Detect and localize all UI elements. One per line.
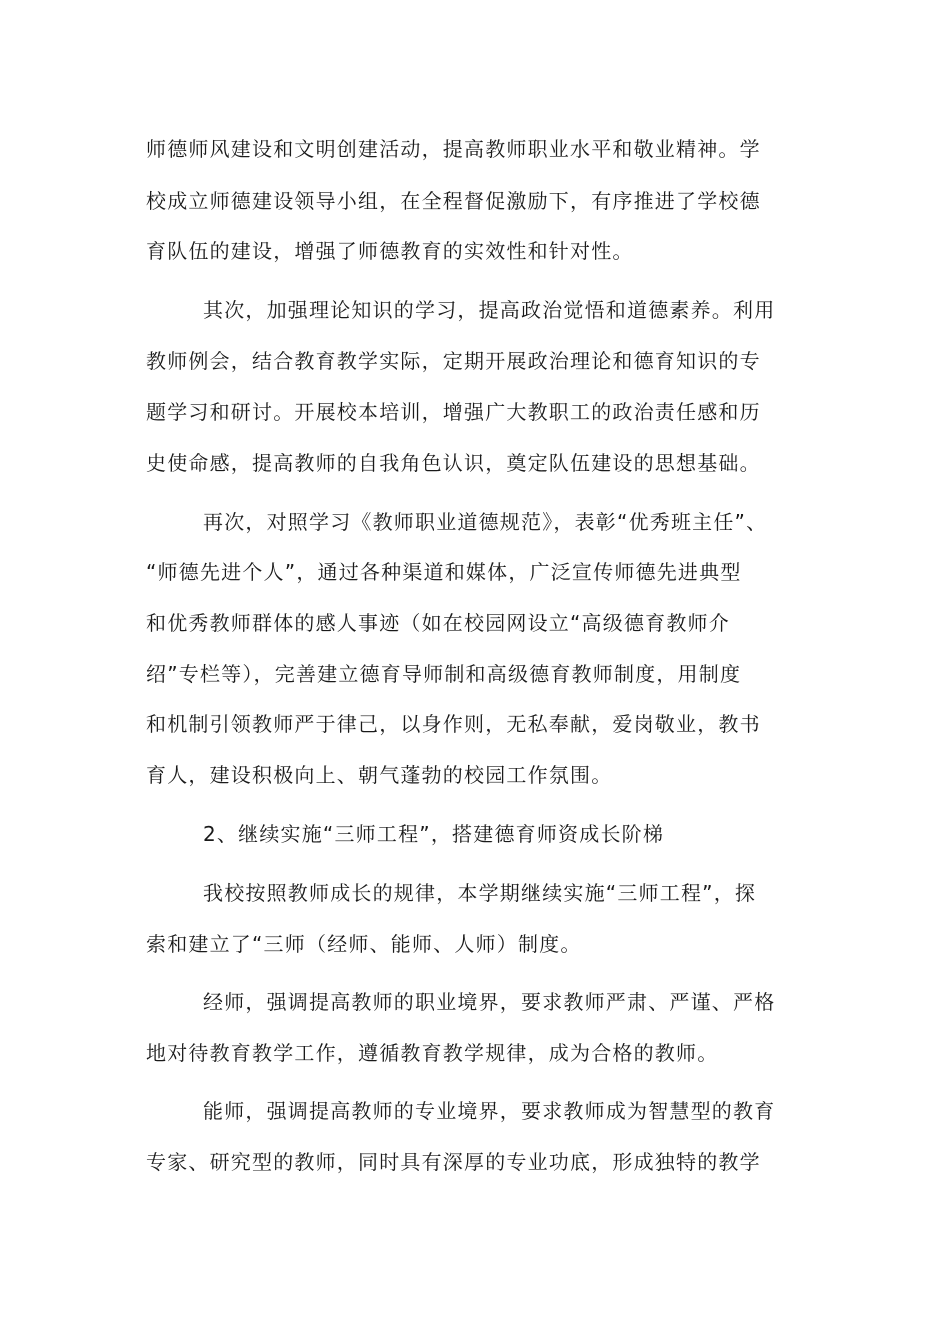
section-heading: 2、继续实施“三师工程”，搭建德育师资成长阶梯 — [203, 822, 665, 846]
paragraph-1-line-1: 师德师风建设和文明创建活动，提高教师职业水平和敬业精神。学 — [146, 137, 761, 161]
paragraph-3-line-1: 再次，对照学习《教师职业道德规范》，表彰“优秀班主任”、 — [203, 510, 768, 534]
paragraph-3-line-3: 和优秀教师群体的感人事迹（如在校园网设立“高级德育教师介 — [146, 611, 730, 635]
paragraph-2-line-3: 题学习和研讨。开展校本培训，增强广大教职工的政治责任感和历 — [146, 400, 761, 424]
paragraph-3-line-2: “师德先进个人”，通过各种渠道和媒体，广泛宣传师德先进典型 — [146, 560, 742, 584]
paragraph-3-line-6: 育人，建设积极向上、朝气蓬勃的校园工作氛围。 — [146, 763, 613, 787]
paragraph-5-line-2: 地对待教育教学工作，遵循教育教学规律，成为合格的教师。 — [146, 1041, 719, 1065]
paragraph-5-line-1: 经师，强调提高教师的职业境界，要求教师严肃、严谨、严格 — [203, 990, 776, 1014]
paragraph-1-line-3: 育队伍的建设，增强了师德教育的实效性和针对性。 — [146, 239, 634, 263]
paragraph-3-line-4: 绍”专栏等），完善建立德育导师制和高级德育教师制度，用制度 — [146, 662, 742, 686]
paragraph-2-line-1: 其次，加强理论知识的学习，提高政治觉悟和道德素养。利用 — [203, 298, 776, 322]
paragraph-2-line-4: 史使命感，提高教师的自我角色认识，奠定队伍建设的思想基础。 — [146, 451, 761, 475]
paragraph-4-line-2: 索和建立了“三师（经师、能师、人师）制度。 — [146, 932, 582, 956]
paragraph-6-line-2: 专家、研究型的教师，同时具有深厚的专业功底，形成独特的教学 — [146, 1150, 761, 1174]
paragraph-1-line-2: 校成立师德建设领导小组，在全程督促激励下，有序推进了学校德 — [146, 189, 761, 213]
paragraph-3-line-5: 和机制引领教师严于律己，以身作则，无私奉献，爱岗敬业，教书 — [146, 712, 761, 736]
paragraph-4-line-1: 我校按照教师成长的规律，本学期继续实施“三师工程”，探 — [203, 881, 757, 905]
paragraph-6-line-1: 能师，强调提高教师的专业境界，要求教师成为智慧型的教育 — [203, 1099, 776, 1123]
paragraph-2-line-2: 教师例会，结合教育教学实际，定期开展政治理论和德育知识的专 — [146, 349, 761, 373]
